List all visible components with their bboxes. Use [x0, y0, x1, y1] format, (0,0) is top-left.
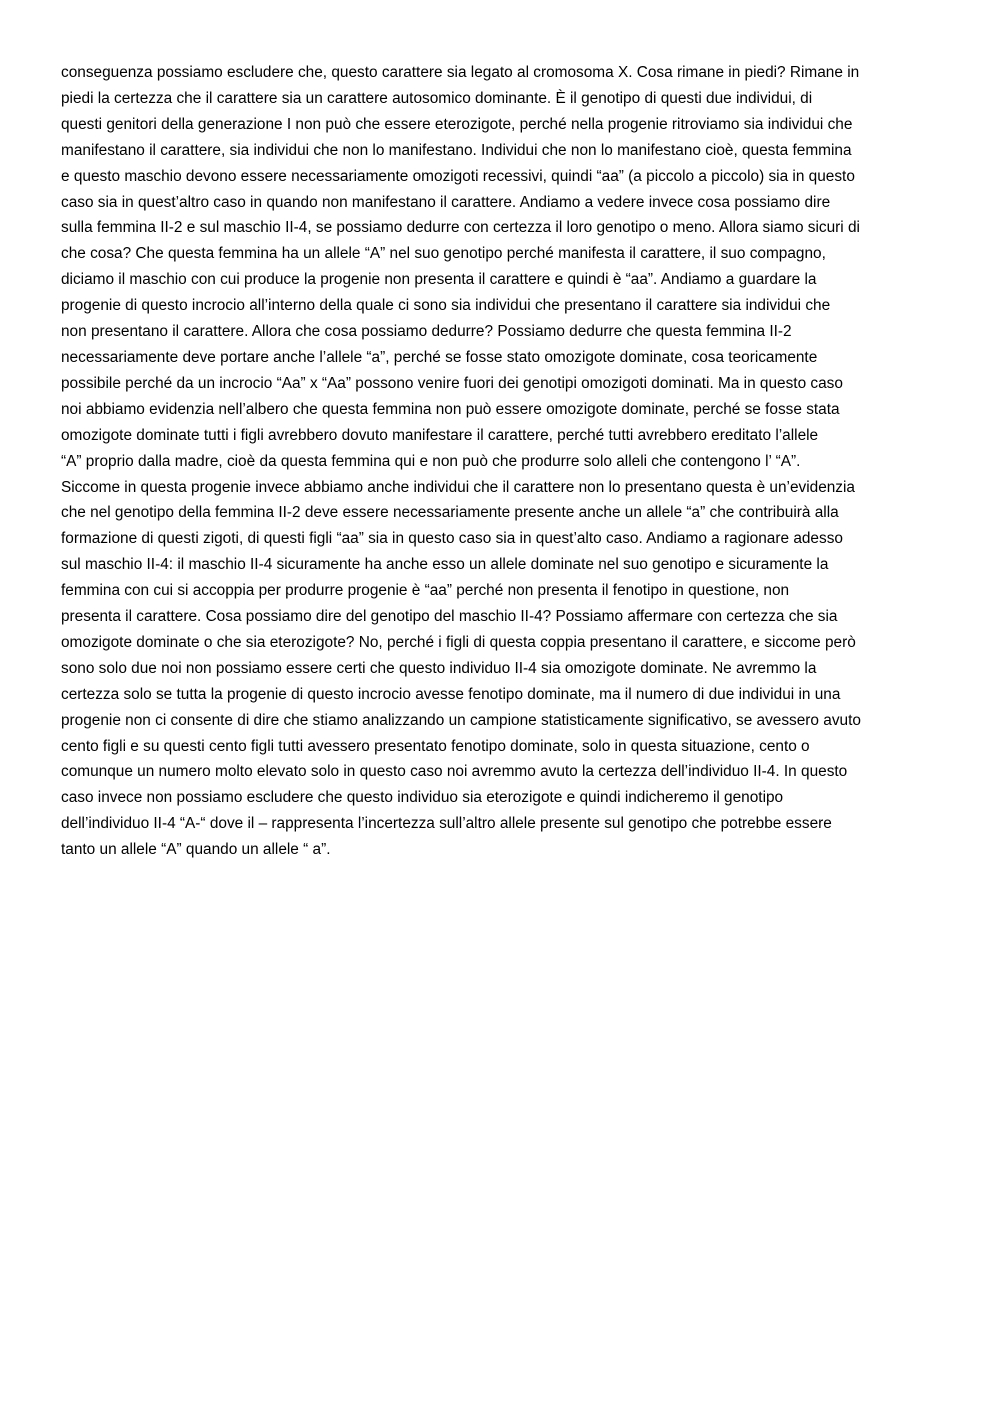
- text-line: caso sia in quest’altro caso in quando non manifestano il carattere. Andiamo a vedere invece cosa possiamo dire: [61, 193, 831, 211]
- text-line: Siccome in questa progenie invece abbiamo anche individui che il carattere non lo presentano questa è un’evidenzia: [61, 478, 855, 496]
- text-line: “A” proprio dalla madre, cioè da questa femmina qui e non può che produrre solo alleli che contengono l’ “A”.: [61, 452, 801, 470]
- text-line: sul maschio II-4: il maschio II-4 sicuramente ha anche esso un allele dominate nel suo genotipo e sicuramente la: [61, 556, 829, 574]
- text-line: certezza solo se tutta la progenie di questo incrocio avesse fenotipo dominate, ma il numero di due individui in una: [61, 685, 841, 703]
- text-line: omozigote dominate o che sia eterozigote? No, perché i figli di questa coppia presentano il carattere, e siccome però: [61, 633, 856, 651]
- text-line: conseguenza possiamo escludere che, questo carattere sia legato al cromosoma X. Cosa rimane in piedi? Rimane in: [61, 64, 860, 81]
- text-line: progenie non ci consente di dire che stiamo analizzando un campione statisticamente significativo, se avessero avuto: [61, 711, 861, 729]
- text-line: comunque un numero molto elevato solo in questo caso noi avremmo avuto la certezza dell’individuo II-4. In questo: [61, 763, 848, 781]
- text-line: non presentano il carattere. Allora che cosa possiamo dedurre? Possiamo dedurre che questa femmina II-2: [61, 323, 792, 341]
- body-paragraph: [61, 60, 941, 863]
- text-line: sulla femmina II-2 e sul maschio II-4, se possiamo dedurre con certezza il loro genotipo o meno. Allora siamo sicuri di: [61, 219, 860, 237]
- text-line: possibile perché da un incrocio “Aa” x “Aa” possono venire fuori dei genotipi omozigoti dominati. Ma in questo caso: [61, 374, 843, 392]
- text-line: omozigote dominate tutti i figli avrebbero dovuto manifestare il carattere, perché tutti avrebbero ereditato l’allele: [61, 426, 819, 444]
- text-line: piedi la certezza che il carattere sia un carattere autosomico dominante. È il genotipo di questi due individui, di: [61, 89, 813, 107]
- text-line: che cosa? Che questa femmina ha un allele “A” nel suo genotipo perché manifesta il carattere, il suo compagno,: [61, 245, 826, 263]
- text-line: manifestano il carattere, sia individui che non lo manifestano. Individui che non lo manifestano cioè, questa femmina: [61, 141, 852, 159]
- text-line: cento figli e su questi cento figli tutti avessero presentato fenotipo dominate, solo in questa situazione, cento o: [61, 737, 810, 755]
- text-line: presenta il carattere. Cosa possiamo dire del genotipo del maschio II-4? Possiamo affermare con certezza che sia: [61, 608, 838, 626]
- text-line: progenie di questo incrocio all’interno della quale ci sono sia individui che presentano il carattere sia individui che: [61, 297, 831, 315]
- text-line: noi abbiamo evidenzia nell’albero che questa femmina non può essere omozigote dominate, perché se fosse stata: [61, 400, 840, 418]
- text-line: che nel genotipo della femmina II-2 deve essere necessariamente presente anche un allele “a” che contribuirà alla: [61, 504, 839, 522]
- text-line: tanto un allele “A” quando un allele “ a”.: [61, 841, 331, 859]
- text-line: dell’individuo II-4 “A-“ dove il – rappresenta l’incertezza sull’altro allele presente sul genotipo che potrebbe essere: [61, 815, 832, 833]
- text-line: formazione di questi zigoti, di questi figli “aa” sia in questo caso sia in quest’alto caso. Andiamo a ragionare adesso: [61, 530, 843, 548]
- text-line: diciamo il maschio con cui produce la progenie non presenta il carattere e quindi è “aa”. Andiamo a guardare la: [61, 271, 817, 289]
- text-line: e questo maschio devono essere necessariamente omozigoti recessivi, quindi “aa” (a piccolo a piccolo) sia in questo: [61, 167, 855, 185]
- text-line: sono solo due noi non possiamo essere certi che questo individuo II-4 sia omozigote dominate. Ne avremmo la: [61, 659, 817, 677]
- text-line: femmina con cui si accoppia per produrre progenie è “aa” perché non presenta il fenotipo in questione, non: [61, 582, 790, 600]
- text-line: necessariamente deve portare anche l’allele “a”, perché se fosse stato omozigote dominate, cosa teoricamente: [61, 348, 818, 366]
- text-line: questi genitori della generazione I non può che essere eterozigote, perché nella progenie ritroviamo sia individui che: [61, 115, 853, 133]
- text-line: caso invece non possiamo escludere che questo individuo sia eterozigote e quindi indicheremo il genotipo: [61, 789, 784, 807]
